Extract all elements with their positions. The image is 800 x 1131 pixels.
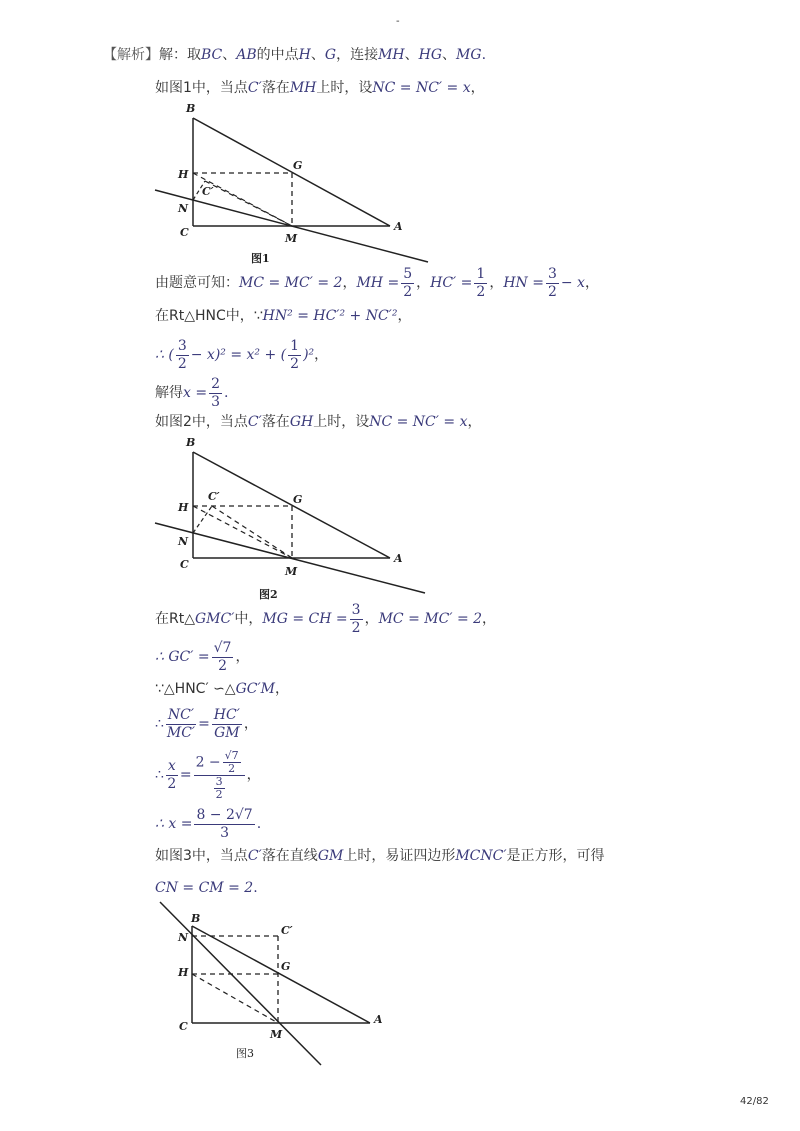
segment-ab [192,926,370,1023]
label-c: C [180,558,189,571]
fraction: $\frac{x}{2}$ [167,757,177,792]
label-n: N [178,535,189,548]
gc-prime-line: ∴ GC′ = $\frac{√7}{2}$ ， [155,639,250,674]
fraction: $\frac{HC'}{GM}$ [213,706,240,741]
label-m: M [285,232,298,245]
label-m: M [285,565,298,578]
fraction: $\frac{3}{2}$ [351,601,361,636]
case1-intro-line: 如图1中，当点C′落在MH上时，设NC = NC′ = x， [155,80,485,96]
triangle-gmc-line: 在Rt△GMC′中，MG = CH = $\frac{3}{2}$ ，MC = MC′ = 2， [155,601,497,636]
figure-3-caption: 图3 [236,1047,254,1060]
fraction: $\frac{5}{2}$ [403,265,413,300]
substitution-line: ∴ $\frac{x}{2}$ = 2 − $\frac{√7}{2}$ $\frac{3}{2}$ ， [155,748,261,801]
equation-line: ∴ ( $\frac{3}{2}$ − x)² = x² + ( $\frac{1}{2}$ )²， [155,337,329,372]
label-b: B [186,436,196,449]
given-values-line: 由题意可知：MC = MC′ = 2，MH = $\frac{5}{2}$ ，HC′ = $\frac{1}{2}$ ，HN = $\frac{3}{2}$ − x， [155,265,599,300]
fraction: $\frac{1}{2}$ [476,265,486,300]
case3-intro-line: 如图3中，当点C′落在直线GM上时，易证四边形MCNC′是正方形，可得 [155,848,605,864]
label-a: A [394,552,403,565]
fraction: $\frac{3}{2}$ [547,265,557,300]
header-mark: - [396,16,400,27]
figure-3-diagram [150,900,390,1070]
case2-intro-line: 如图2中，当点C′落在GH上时，设NC = NC′ = x， [155,414,482,430]
label-a: A [394,220,403,233]
compound-fraction: 2 − $\frac{√7}{2}$ $\frac{3}{2}$ [194,750,245,801]
fraction: $\frac{8 - 2√7}{3}$ [196,806,253,841]
label-b: B [186,102,196,115]
label-b: B [191,912,201,925]
figure-1-diagram [150,100,440,270]
fraction: $\frac{√7}{2}$ [213,639,232,674]
label-g: G [293,159,303,172]
label-g: G [281,960,291,973]
label-c-prime: C′ [208,490,220,503]
fraction: $\frac{NC'}{MC'}$ [166,706,196,741]
label-c-prime: C′ [281,924,293,937]
label-c: C [179,1020,188,1033]
solve-result-line: 解得x = $\frac{2}{3}$ . [155,375,229,410]
segment-hm [192,974,278,1023]
ratio-line: ∴ $\frac{NC'}{MC'}$ = $\frac{HC'}{GM}$ ， [155,706,258,741]
analysis-tag: 【解析】 [103,47,159,63]
label-n: N [178,202,189,215]
fraction: $\frac{3}{2}$ [177,337,187,372]
label-h: H [178,501,189,514]
label-c-prime: C′ [202,185,214,198]
fraction: $\frac{2}{3}$ [211,375,220,410]
case3-result-line: CN = CM = 2. [155,880,258,896]
solution-intro-line: 【解析】解：取BC、AB的中点H、G，连接MH、HG、MG. [103,47,487,63]
label-h: H [178,966,189,979]
fraction: $\frac{√7}{2}$ [224,748,239,775]
figure-1-caption: 图1 [251,252,270,265]
segment-nc-prime [193,506,212,533]
label-m: M [270,1028,283,1041]
label-g: G [293,493,303,506]
fraction: $\frac{3}{2}$ [215,774,223,801]
label-h: H [178,168,189,181]
label-n: N [178,931,189,944]
page-number: 42/82 [740,1096,769,1107]
label-c: C [180,226,189,239]
figure-2-caption: 图2 [259,588,278,601]
label-a: A [374,1013,383,1026]
segment-hm [193,506,292,558]
pythagorean-line: 在Rt△HNC中，∵HN² = HC′² + NC′²， [155,308,412,324]
figure-2-diagram [150,433,440,603]
final-x-line: ∴ x = $\frac{8 - 2√7}{3}$ . [155,806,262,841]
fraction: $\frac{1}{2}$ [290,337,300,372]
segment-c-prime-m [205,181,292,226]
similarity-line: ∵△HNC′ ∽△GC′M， [155,681,289,697]
segment-c-prime-m [212,506,292,558]
